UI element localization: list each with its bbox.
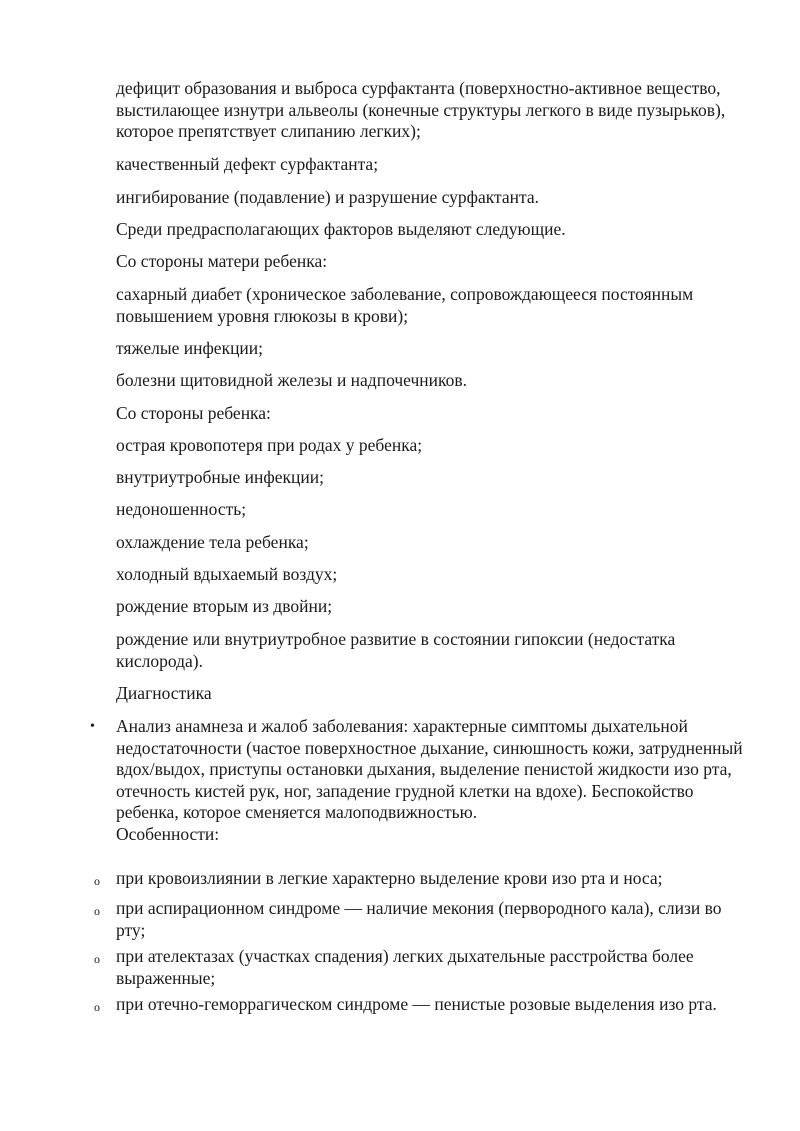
bullet-marker: •	[90, 719, 95, 734]
paragraph-intrauterine-infections: внутриутробные инфекции;	[116, 467, 324, 487]
sub-bullet-marker: o	[94, 874, 100, 888]
bullet-anamnesis	[116, 716, 746, 845]
section-heading-diagnostics: Диагностика	[116, 683, 212, 703]
paragraph-cold-air: холодный вдыхаемый воздух;	[116, 564, 338, 584]
paragraph-mother-side: Со стороны матери ребенка:	[116, 251, 328, 271]
paragraph-predisposing-factors: Среди предрасполагающих факторов выделяют следующие.	[116, 219, 566, 239]
paragraph-second-twin: рождение вторым из двойни;	[116, 596, 333, 616]
sub-bullet-edema-hemorrhagic: при отечно-геморрагическом синдроме — пенистые розовые выделения изо рта.	[116, 994, 717, 1014]
bullet-anamnesis-text: Анализ анамнеза и жалоб заболевания: характерные симптомы дыхательной недостаточности (частое поверхностное дыхание, синюшность кожи, затрудненный вдох/выдох, приступы остановки дыхания, выделение пенистой жидкости изо рта, отечность кистей рук, ног, западение грудной клетки на вдохе). Беспокойство ребенка, которое сменяется малоподвижностью.	[116, 716, 743, 822]
paragraph-surfactant-deficit: дефицит образования и выброса сурфактанта (поверхностно-активное вещество, выстилающее изнутри альвеолы (конечные структуры легкого в виде пузырьков), которое препятствует слипанию легких);	[116, 78, 726, 141]
sub-bullet-hemorrhage: при кровоизлиянии в легкие характерно выделение крови изо рта и носа;	[116, 868, 663, 888]
sub-bullet-marker: o	[94, 952, 100, 966]
paragraph-child-side: Со стороны ребенка:	[116, 403, 271, 423]
paragraph-hypoxia: рождение или внутриутробное развитие в состоянии гипоксии (недостатка кислорода).	[116, 629, 676, 671]
paragraph-body-cooling: охлаждение тела ребенка;	[116, 532, 309, 552]
paragraph-severe-infections: тяжелые инфекции;	[116, 338, 264, 358]
paragraph-blood-loss: острая кровопотеря при родах у ребенка;	[116, 435, 423, 455]
sub-bullet-marker: o	[94, 1000, 100, 1014]
paragraph-quality-defect: качественный дефект сурфактанта;	[116, 154, 379, 174]
paragraph-inhibition: ингибирование (подавление) и разрушение сурфактанта.	[116, 187, 540, 207]
sub-bullet-atelectasis: при ателектазах (участках спадения) легких дыхательные расстройства более выраженные;	[116, 946, 694, 988]
sub-bullet-aspiration: при аспирационном синдроме — наличие мекония (первородного кала), слизи во рту;	[116, 898, 722, 940]
bullet-subheading-features: Особенности:	[116, 823, 220, 844]
paragraph-diabetes: сахарный диабет (хроническое заболевание, сопровождающееся постоянным повышением уровня глюкозы в крови);	[116, 284, 694, 326]
paragraph-thyroid: болезни щитовидной железы и надпочечников.	[116, 370, 468, 390]
sub-bullet-marker: o	[94, 904, 100, 918]
paragraph-prematurity: недоношенность;	[116, 499, 247, 519]
